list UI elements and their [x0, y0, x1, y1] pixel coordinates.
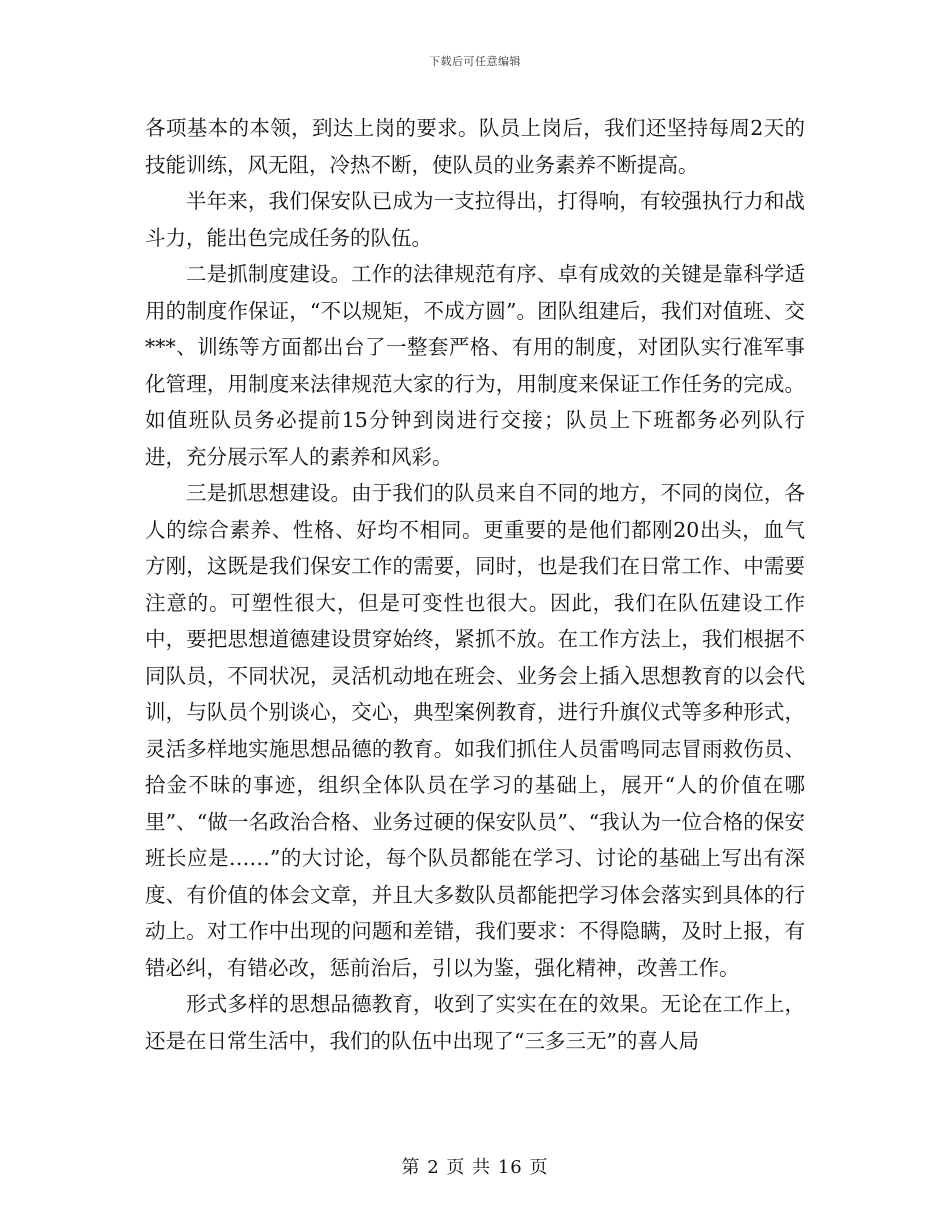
page-number-footer: 第 2 页 共 16 页	[401, 1157, 549, 1178]
paragraph-5: 形式多样的思想品德教育，收到了实实在在的效果。无论在工作上，还是在日常生活中，我们的队伍中出现了“三多三无”的喜人局	[145, 992, 805, 1053]
paragraph-4: 三是抓思想建设。由于我们的队员来自不同的地方，不同的岗位，各人的综合素养、性格、好均不相同。更重要的是他们都刚20出头，血气方刚，这既是我们保安工作的需要，同时，也是我们在日常工作、中需要注意的。可塑性很大，但是可变性也很大。因此，我们在队伍建设工作中，要把思想道德建设贯穿始终，紧抓不放。在工作方法上，我们根据不同队员，不同状况，灵活机动地在班会、业务会上插入思想教育的以会代训，与队员个别谈心，交心，典型案例教育，进行升旗仪式等多种形式，灵活多样地实施思想品德的教育。如我们抓住人员雷鸣同志冒雨救伤员、拾金不昧的事迹，组织全体队员在学习的基础上，展开“人的价值在哪里”、“做一名政治合格、业务过硬的保安队员”、“我认为一位合格的保安班长应是……”的大讨论，每个队员都能在学习、讨论的基础上写出有深度、有价值的体会文章，并且大多数队员都能把学习体会落实到具体的行动上。对工作中出现的问题和差错，我们要求：不得隐瞒，及时上报，有错必纠，有错必改，惩前治后，引以为鉴，强化精神，改善工作。	[145, 481, 805, 980]
document-body	[145, 110, 805, 1059]
paragraph-1: 各项基本的本领，到达上岗的要求。队员上岗后，我们还坚持每周2天的技能训练，风无阻，冷热不断，使队员的业务素养不断提高。	[145, 116, 805, 177]
page-header-note: 下载后可任意编辑	[429, 55, 521, 68]
paragraph-3: 二是抓制度建设。工作的法律规范有序、卓有成效的关键是靠科学适用的制度作保证，“不以规矩，不成方圆”。团队组建后，我们对值班、交***、训练等方面都出台了一整套严格、有用的制度，对团队实行准军事化管理，用制度来法律规范大家的行为，用制度来保证工作任务的完成。如值班队员务必提前15分钟到岗进行交接；队员上下班都务必列队行进，充分展示军人的素养和风彩。	[145, 262, 805, 469]
paragraph-2: 半年来，我们保安队已成为一支拉得出，打得响，有较强执行力和战斗力，能出色完成任务的队伍。	[145, 189, 805, 250]
